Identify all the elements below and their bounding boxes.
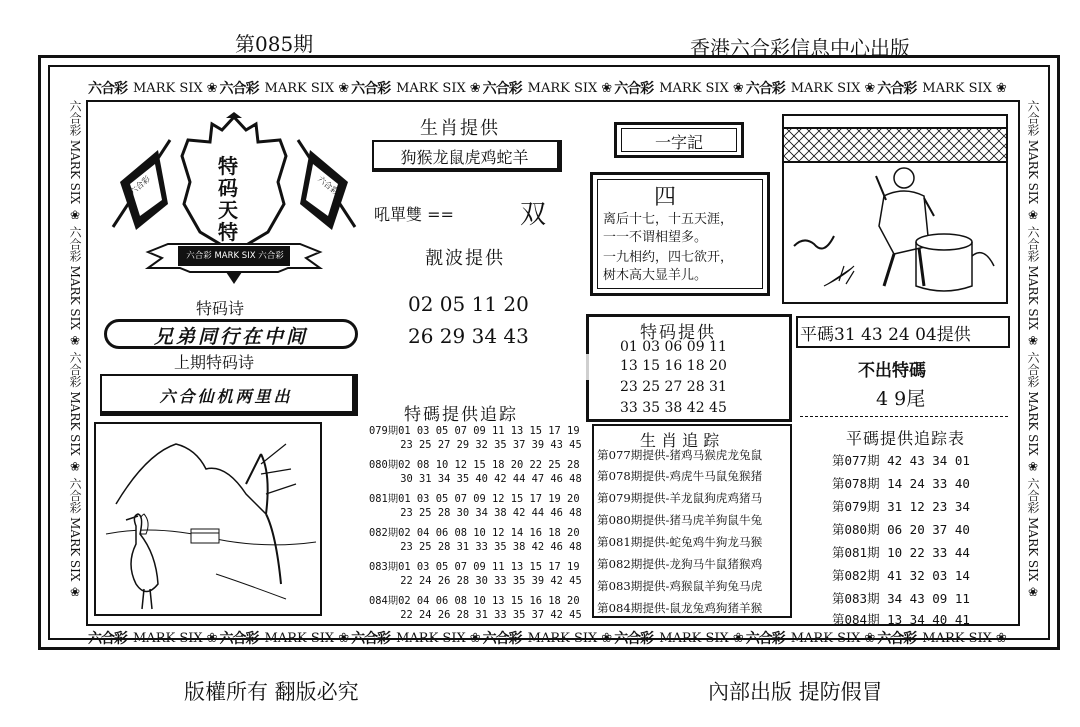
border-mark-six: MARK SIX bbox=[68, 391, 82, 456]
landscape-illustration bbox=[96, 424, 320, 614]
border-logo: 六合彩 bbox=[877, 81, 917, 97]
left-border-strip bbox=[64, 100, 84, 626]
special-offer-title: 特码提供 bbox=[640, 323, 716, 343]
emblem-char-4: 特 bbox=[218, 220, 238, 244]
well-illustration bbox=[784, 116, 1006, 302]
zodiac-track-row: 第077期提供-猪鸡马猴虎龙兔鼠 bbox=[597, 448, 763, 462]
one-word-line-3: 一九相约，四七欲开， bbox=[603, 250, 734, 265]
border-mark-six: MARK SIX bbox=[790, 80, 861, 96]
border-logo: 六合彩 bbox=[68, 100, 82, 136]
border-sep-icon: ❀ bbox=[601, 80, 613, 96]
border-mark-six: MARK SIX bbox=[922, 80, 992, 96]
border-sep-icon: ❀ bbox=[1026, 459, 1040, 474]
prev-poem-label: 上期特码诗 bbox=[174, 353, 255, 372]
border-sep-icon: ❀ bbox=[1026, 585, 1040, 600]
border-sep-icon: ❀ bbox=[601, 630, 613, 646]
border-logo: 六合彩 bbox=[745, 631, 785, 647]
special-track-row: 080期02 08 10 12 15 18 20 22 25 28 bbox=[369, 459, 580, 471]
emblem-char-1: 特 bbox=[218, 154, 238, 178]
special-track-row: 22 24 26 28 30 33 35 39 42 45 bbox=[369, 575, 582, 587]
border-mark-six: MARK SIX bbox=[790, 630, 861, 646]
border-logo: 六合彩 bbox=[219, 81, 259, 97]
border-mark-six: MARK SIX bbox=[396, 80, 466, 96]
special-track-row: 079期01 03 05 07 09 11 13 15 17 19 bbox=[369, 425, 580, 437]
zodiac-offer-title: 生肖提供 bbox=[420, 118, 500, 139]
zodiac-track-title: 生 肖 追 踪 bbox=[640, 431, 720, 450]
border-logo: 六合彩 bbox=[1026, 477, 1040, 514]
border-sep-icon: ❀ bbox=[732, 630, 744, 646]
border-mark-six: MARK SIX bbox=[1026, 391, 1040, 456]
zodiac-track-row: 第081期提供-蛇兔鸡牛狗龙马猴 bbox=[597, 535, 763, 549]
wave-line-2: 26 29 34 43 bbox=[408, 324, 529, 348]
border-mark-six: MARK SIX bbox=[264, 630, 335, 646]
emblem-char-3: 天 bbox=[218, 198, 238, 222]
zodiac-track-row: 第079期提供-羊龙鼠狗虎鸡猪马 bbox=[597, 491, 763, 505]
border-mark-six: MARK SIX bbox=[264, 80, 335, 96]
border-logo: 六合彩 bbox=[1026, 100, 1040, 136]
border-logo: 六合彩 bbox=[1026, 225, 1040, 262]
special-track-row: 23 25 27 29 32 35 37 39 43 45 bbox=[369, 439, 582, 451]
zodiac-track-row: 第082期提供-龙狗马牛鼠猪猴鸡 bbox=[597, 557, 763, 571]
special-track-row: 23 25 28 30 34 38 42 44 46 48 bbox=[369, 507, 582, 519]
zodiac-track-row: 第084期提供-鼠龙兔鸡狗猪羊猴 bbox=[597, 601, 763, 615]
one-word-title: 一字記 bbox=[654, 133, 703, 152]
special-track-row: 083期01 03 05 07 09 11 13 15 17 19 bbox=[369, 561, 580, 573]
one-word-line-1: 离后十七，十五天涯， bbox=[603, 212, 734, 227]
border-sep-icon: ❀ bbox=[338, 80, 350, 96]
border-sep-icon: ❀ bbox=[995, 80, 1007, 96]
flat-track-row: 第079期 31 12 23 34 bbox=[832, 499, 970, 514]
zodiac-track-row: 第080期提供-猪马虎羊狗鼠牛兔 bbox=[597, 513, 763, 527]
border-mark-six: MARK SIX bbox=[659, 630, 729, 646]
border-logo: 六合彩 bbox=[68, 225, 82, 262]
border-sep-icon: ❀ bbox=[68, 207, 82, 222]
special-track-row: 084期02 04 06 08 10 13 15 16 18 20 bbox=[369, 595, 580, 607]
border-logo: 六合彩 bbox=[877, 631, 917, 647]
emblem-char-2: 码 bbox=[218, 176, 238, 200]
border-sep-icon: ❀ bbox=[68, 585, 82, 600]
odd-even-value: 双 bbox=[520, 200, 547, 230]
border-sep-icon: ❀ bbox=[1026, 333, 1040, 348]
right-flag-text: 六合彩 bbox=[315, 174, 341, 197]
left-flag-text: 六合彩 bbox=[127, 174, 153, 197]
zodiac-offer-animals: 狗猴龙鼠虎鸡蛇羊 bbox=[400, 148, 529, 167]
border-mark-six: MARK SIX bbox=[1026, 139, 1040, 205]
tail-number: 4 9尾 bbox=[876, 388, 926, 410]
border-mark-six: MARK SIX bbox=[1026, 517, 1040, 582]
border-mark-six: MARK SIX bbox=[133, 630, 203, 646]
border-logo: 六合彩 bbox=[219, 631, 259, 647]
border-sep-icon: ❀ bbox=[206, 630, 218, 646]
border-mark-six: MARK SIX bbox=[659, 80, 729, 96]
special-track-row: 23 25 28 31 33 35 38 42 46 48 bbox=[369, 541, 582, 553]
border-sep-icon: ❀ bbox=[338, 630, 350, 646]
flat-track-row: 第077期 42 43 34 01 bbox=[832, 453, 970, 468]
border-logo: 六合彩 bbox=[351, 81, 391, 97]
special-track-row: 30 31 34 35 40 42 44 47 46 48 bbox=[369, 473, 582, 485]
border-logo: 六合彩 bbox=[68, 477, 82, 514]
flat-track-row: 第078期 14 24 33 40 bbox=[832, 476, 970, 491]
border-logo: 六合彩 bbox=[482, 631, 522, 647]
border-sep-icon: ❀ bbox=[206, 80, 218, 96]
border-logo: 六合彩 bbox=[745, 81, 785, 97]
border-mark-six: MARK SIX bbox=[133, 80, 203, 96]
top-border-strip bbox=[86, 78, 1020, 98]
right-border-strip bbox=[1022, 100, 1042, 626]
zodiac-track-row: 第078期提供-鸡虎牛马鼠兔猴猪 bbox=[597, 469, 763, 483]
border-mark-six: MARK SIX bbox=[1026, 265, 1040, 330]
one-word-line-4: 树木高大显羊儿。 bbox=[603, 268, 708, 283]
man-icon bbox=[876, 168, 934, 286]
border-logo: 六合彩 bbox=[1026, 351, 1040, 388]
flat-track-row: 第084期 13 34 40 41 bbox=[832, 612, 970, 627]
border-logo: 六合彩 bbox=[614, 631, 654, 647]
special-offer-row: 01 03 06 09 11 bbox=[620, 339, 727, 355]
border-sep-icon: ❀ bbox=[469, 630, 481, 646]
border-logo: 六合彩 bbox=[88, 81, 127, 97]
poem-label: 特码诗 bbox=[196, 299, 245, 318]
special-track-row: 22 24 26 28 31 33 35 37 42 45 bbox=[369, 609, 582, 621]
border-sep-icon: ❀ bbox=[1026, 207, 1040, 222]
wave-line-1: 02 05 11 20 bbox=[408, 292, 529, 316]
border-mark-six: MARK SIX bbox=[68, 517, 82, 582]
prev-poem-text: 六合仙机两里出 bbox=[159, 387, 293, 406]
border-mark-six: MARK SIX bbox=[527, 630, 598, 646]
wave-title: 靓波提供 bbox=[425, 248, 505, 269]
border-mark-six: MARK SIX bbox=[922, 630, 992, 646]
border-sep-icon: ❀ bbox=[995, 630, 1007, 646]
bottom-border-strip bbox=[86, 628, 1020, 648]
issue-number: 第085期 bbox=[235, 32, 314, 56]
border-mark-six: MARK SIX bbox=[68, 139, 82, 205]
zodiac-track-row: 第083期提供-鸡猴鼠羊狗兔马虎 bbox=[597, 579, 763, 593]
border-logo: 六合彩 bbox=[614, 81, 654, 97]
flat-track-row: 第080期 06 20 37 40 bbox=[832, 522, 970, 537]
border-logo: 六合彩 bbox=[351, 631, 391, 647]
border-sep-icon: ❀ bbox=[864, 630, 876, 646]
special-track-title: 特碼提供追踪 bbox=[404, 405, 518, 425]
border-sep-icon: ❀ bbox=[864, 80, 876, 96]
flat-track-row: 第083期 34 43 09 11 bbox=[832, 591, 970, 606]
border-sep-icon: ❀ bbox=[469, 80, 481, 96]
flat-track-row: 第082期 41 32 03 14 bbox=[832, 568, 970, 583]
border-mark-six: MARK SIX bbox=[68, 265, 82, 330]
emblem-ribbon-text: 六合彩 MARK SIX 六合彩 bbox=[186, 251, 284, 261]
special-offer-row: 23 25 27 28 31 bbox=[620, 379, 727, 395]
copyright-notice: 版權所有 翻版必究 bbox=[184, 680, 359, 704]
border-logo: 六合彩 bbox=[482, 81, 522, 97]
special-track-row: 081期01 03 05 07 09 12 15 17 19 20 bbox=[369, 493, 580, 505]
odd-even-label: 吼單雙 == bbox=[374, 205, 454, 224]
border-mark-six: MARK SIX bbox=[396, 630, 466, 646]
poem-text: 兄弟同行在中间 bbox=[153, 326, 308, 348]
heron-icon bbox=[126, 514, 158, 609]
flat-offer-label: 平碼31 43 24 04提供 bbox=[800, 325, 971, 345]
one-word-line-2: 一一不谓相望多。 bbox=[603, 230, 708, 245]
flat-track-divider bbox=[800, 416, 1008, 417]
border-logo: 六合彩 bbox=[88, 631, 127, 647]
publisher-name: 香港六合彩信息中心出版 bbox=[690, 36, 910, 60]
special-track-row: 082期02 04 06 08 10 12 14 16 18 20 bbox=[369, 527, 580, 539]
border-logo: 六合彩 bbox=[68, 351, 82, 388]
internal-notice: 內部出版 提防假冒 bbox=[708, 680, 883, 704]
border-sep-icon: ❀ bbox=[68, 333, 82, 348]
special-offer-row: 13 15 16 18 20 bbox=[620, 358, 727, 374]
one-word-char: 四 bbox=[654, 185, 677, 210]
special-offer-row: 33 35 38 42 45 bbox=[620, 400, 727, 416]
border-mark-six: MARK SIX bbox=[527, 80, 598, 96]
flat-track-row: 第081期 10 22 33 44 bbox=[832, 545, 970, 560]
flat-track-title: 平碼提供追踪表 bbox=[846, 429, 966, 448]
no-special-label: 不出特碼 bbox=[858, 361, 926, 381]
border-sep-icon: ❀ bbox=[68, 459, 82, 474]
border-sep-icon: ❀ bbox=[732, 80, 744, 96]
